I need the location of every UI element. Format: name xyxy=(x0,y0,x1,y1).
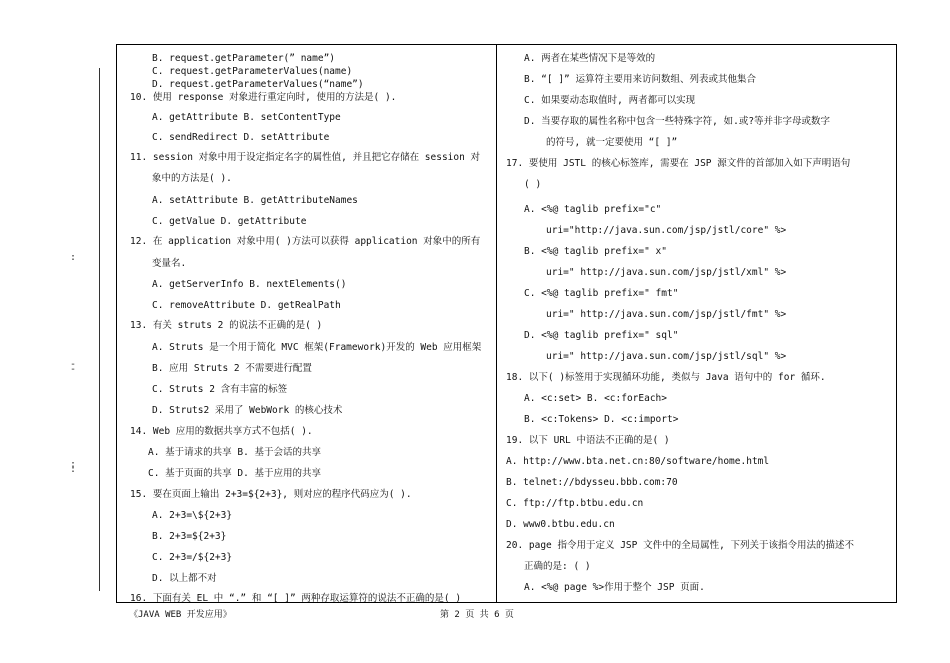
question-14: 14. Web 应用的数据共享方式不包括( ). xyxy=(130,426,313,437)
binding-line xyxy=(99,68,100,591)
question-continuation: 象中的方法是( ). xyxy=(152,173,232,184)
option-line: C. 如果要动态取值时, 两者都可以实现 xyxy=(524,95,696,106)
option-line: B. request.getParameter(” name”) xyxy=(152,53,336,64)
option-continuation: uri=" http://java.sun.com/jsp/jstl/sql" %> xyxy=(546,351,787,362)
option-line: C. <%@ taglib prefix=" fmt" xyxy=(524,288,679,299)
option-line: A. getAttribute B. setContentType xyxy=(152,112,341,123)
question-continuation: ( ) xyxy=(524,179,542,190)
binding-mark: - - xyxy=(70,359,77,375)
question-18: 18. 以下( )标签用于实现循环功能, 类似与 Java 语句中的 for 循环. xyxy=(506,372,826,383)
question-20: 20. page 指令用于定义 JSP 文件中的全局属性, 下列关于该指令用法的描述不 xyxy=(506,540,855,551)
option-line: B. “[ ]” 运算符主要用来访问数组、列表或其他集合 xyxy=(524,74,756,85)
question-16: 16. 下面有关 EL 中 “.” 和 “[ ]” 两种存取运算符的说法不正确的是( ) xyxy=(130,593,462,604)
question-19: 19. 以下 URL 中语法不正确的是( ) xyxy=(506,435,670,446)
question-continuation: 正确的是: ( ) xyxy=(524,561,591,572)
option-line: D. 当要存取的属性名称中包含一些特殊字符, 如.或?等并非字母或数字 xyxy=(524,116,831,127)
option-line: C. request.getParameterValues(name) xyxy=(152,66,353,77)
option-line: B. <c:Tokens> D. <c:import> xyxy=(524,414,679,425)
option-line: D. www0.btbu.edu.cn xyxy=(506,519,615,530)
binding-mark: : : xyxy=(70,459,77,475)
option-line: B. <%@ taglib prefix=" x" xyxy=(524,246,667,257)
option-line: B. 应用 Struts 2 不需要进行配置 xyxy=(152,363,312,374)
option-line: D. request.getParameterValues(“name”) xyxy=(152,79,364,90)
option-line: A. http://www.bta.net.cn:80/software/home.html xyxy=(506,456,770,467)
option-line: A. 两者在某些情况下是等效的 xyxy=(524,53,656,64)
option-line: C. Struts 2 含有丰富的标签 xyxy=(152,384,288,395)
course-title-footer: 《JAVA WEB 开发应用》 xyxy=(129,610,232,620)
option-line: A. getServerInfo B. nextElements() xyxy=(152,279,347,290)
option-line: D. Struts2 采用了 WebWork 的核心技术 xyxy=(152,405,343,416)
option-line: C. getValue D. getAttribute xyxy=(152,216,307,227)
option-line: A. <%@ taglib prefix="c" xyxy=(524,204,662,215)
option-line: C. ftp://ftp.btbu.edu.cn xyxy=(506,498,644,509)
option-line: A. Struts 是一个用于简化 MVC 框架(Framework)开发的 Web 应用框架 xyxy=(152,342,482,353)
option-line: A. setAttribute B. getAttributeNames xyxy=(152,195,358,206)
column-divider xyxy=(496,44,497,603)
option-line: C. sendRedirect D. setAttribute xyxy=(152,132,330,143)
option-line: B. telnet://bdysseu.bbb.com:70 xyxy=(506,477,678,488)
page-number-footer: 第 2 页 共 6 页 xyxy=(440,610,514,620)
option-line: A. <%@ page %>作用于整个 JSP 页面. xyxy=(524,582,705,593)
question-13: 13. 有关 struts 2 的说法不正确的是( ) xyxy=(130,320,323,331)
option-line: A. 基于请求的共享 B. 基于会话的共享 xyxy=(148,447,322,458)
option-line: B. 2+3=${2+3} xyxy=(152,531,227,542)
option-line: C. 基于页面的共享 D. 基于应用的共享 xyxy=(148,468,322,479)
option-continuation: uri=" http://java.sun.com/jsp/jstl/fmt" %> xyxy=(546,309,787,320)
question-12: 12. 在 application 对象中用( )方法可以获得 application 对象中的所有 xyxy=(130,236,481,247)
option-line: C. removeAttribute D. getRealPath xyxy=(152,300,341,311)
binding-mark: : xyxy=(70,252,77,263)
option-line: C. 2+3=/${2+3} xyxy=(152,552,233,563)
option-line: A. <c:set> B. <c:forEach> xyxy=(524,393,667,404)
option-line: D. 以上都不对 xyxy=(152,573,217,584)
question-continuation: 变量名. xyxy=(152,258,187,269)
option-line: D. <%@ taglib prefix=" sql" xyxy=(524,330,679,341)
question-17: 17. 要使用 JSTL 的核心标签库, 需要在 JSP 源文件的首部加入如下声明语句 xyxy=(506,158,851,169)
option-continuation: uri="http://java.sun.com/jsp/jstl/core" %> xyxy=(546,225,787,236)
question-10: 10. 使用 response 对象进行重定向时, 使用的方法是( ). xyxy=(130,92,397,103)
question-15: 15. 要在页面上输出 2+3=${2+3}, 则对应的程序代码应为( ). xyxy=(130,489,412,500)
option-continuation: 的符号, 就一定要使用 “[ ]” xyxy=(546,137,678,148)
option-continuation: uri=" http://java.sun.com/jsp/jstl/xml" %> xyxy=(546,267,787,278)
question-11: 11. session 对象中用于设定指定名字的属性值, 并且把它存储在 session 对 xyxy=(130,152,481,163)
option-line: A. 2+3=\${2+3} xyxy=(152,510,233,521)
